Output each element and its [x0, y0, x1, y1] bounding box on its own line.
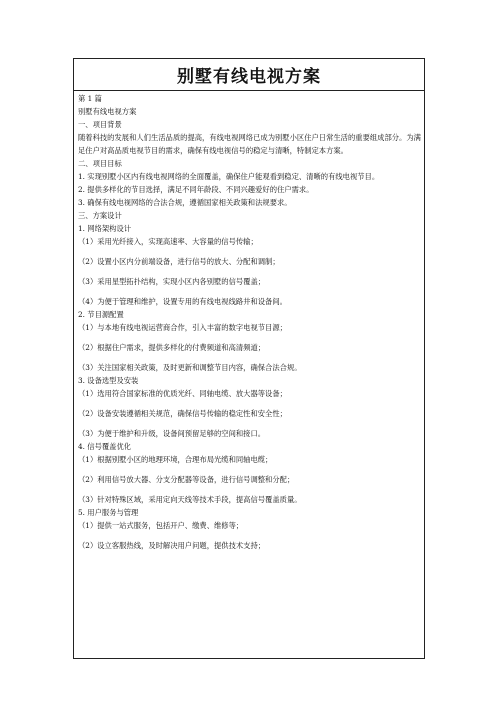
- list-item: （2）利用信号放大器、分支分配器等设备，进行信号调整和分配；: [78, 475, 295, 484]
- subsection-heading: 5. 用户服务与管理: [78, 508, 139, 517]
- list-item: （2）设置小区内分前端设备，进行信号的放大、分配和调制；: [78, 257, 280, 266]
- title-row: [74, 59, 424, 91]
- subtitle: 别墅有线电视方案: [78, 107, 137, 116]
- subsection-heading: 4. 信号覆盖优化: [78, 442, 132, 451]
- section-heading: 一、项目背景: [78, 120, 122, 129]
- list-item: （1）根据别墅小区的地理环境，合理布局光缆和同轴电缆；: [78, 455, 273, 464]
- document-frame: [73, 58, 425, 659]
- section-heading: 三、方案设计: [78, 211, 122, 220]
- list-item: （4）为便于管理和维护，设置专用的有线电视线路井和设备间。: [78, 297, 287, 306]
- list-item: （3）采用星型拓扑结构，实现小区内各别墅的信号覆盖；: [78, 277, 266, 286]
- list-item: （3）为便于维护和升级，设备间预留足够的空间和接口。: [78, 429, 266, 438]
- subsection-heading: 1. 网络架构设计: [78, 224, 132, 233]
- list-item: （1）提供一站式服务，包括开户、缴费、维修等；: [78, 521, 244, 530]
- list-item: 3. 确保有线电视网络的合法合规，遵循国家相关政策和法规要求。: [78, 198, 292, 207]
- list-item: （2）设备安装遵循相关规范，确保信号传输的稳定性和安全性；: [78, 409, 287, 418]
- list-item: （2）根据住户需求，提供多样化的付费频道和高清频道；: [78, 343, 266, 352]
- subsection-heading: 2. 节目源配置: [78, 310, 124, 319]
- list-item: （1）与本地有线电视运营商合作，引入丰富的数字电视节目源；: [78, 323, 287, 332]
- section-heading: 二、项目目标: [78, 159, 122, 168]
- list-item: （2）设立客服热线，及时解决用户问题，提供技术支持；: [78, 541, 266, 550]
- list-item: 1. 实现别墅小区内有线电视网络的全面覆盖，确保住户能观看到稳定、清晰的有线电视节目。: [78, 172, 380, 181]
- list-item: （1）选用符合国家标准的优质光纤、同轴电缆、放大器等设备；: [78, 389, 287, 398]
- list-item: （1）采用光纤接入，实现高速率、大容量的信号传输；: [78, 237, 258, 246]
- subsection-heading: 3. 设备选型及安装: [78, 376, 139, 385]
- paragraph: 随着科技的发展和人们生活品质的提高，有线电视网络已成为别墅小区住户日常生活的重要组成部分。为满足住户对高品质电视节目的需求，确保有线电视信号的稳定与清晰，特制定本方案。: [78, 133, 421, 155]
- list-item: （3）关注国家相关政策，及时更新和调整节目内容，确保合法合规。: [78, 363, 302, 372]
- list-item: 2. 提供多样化的节目选择，满足不同年龄段、不同兴趣爱好的住户需求。: [78, 185, 314, 194]
- list-item: （3）针对特殊区域，采用定向天线等技术手段，提高信号覆盖质量。: [78, 495, 302, 504]
- chapter-label: 第 1 篇: [78, 94, 102, 103]
- document-body: [74, 91, 424, 552]
- document-title: 别墅有线电视方案: [177, 67, 321, 87]
